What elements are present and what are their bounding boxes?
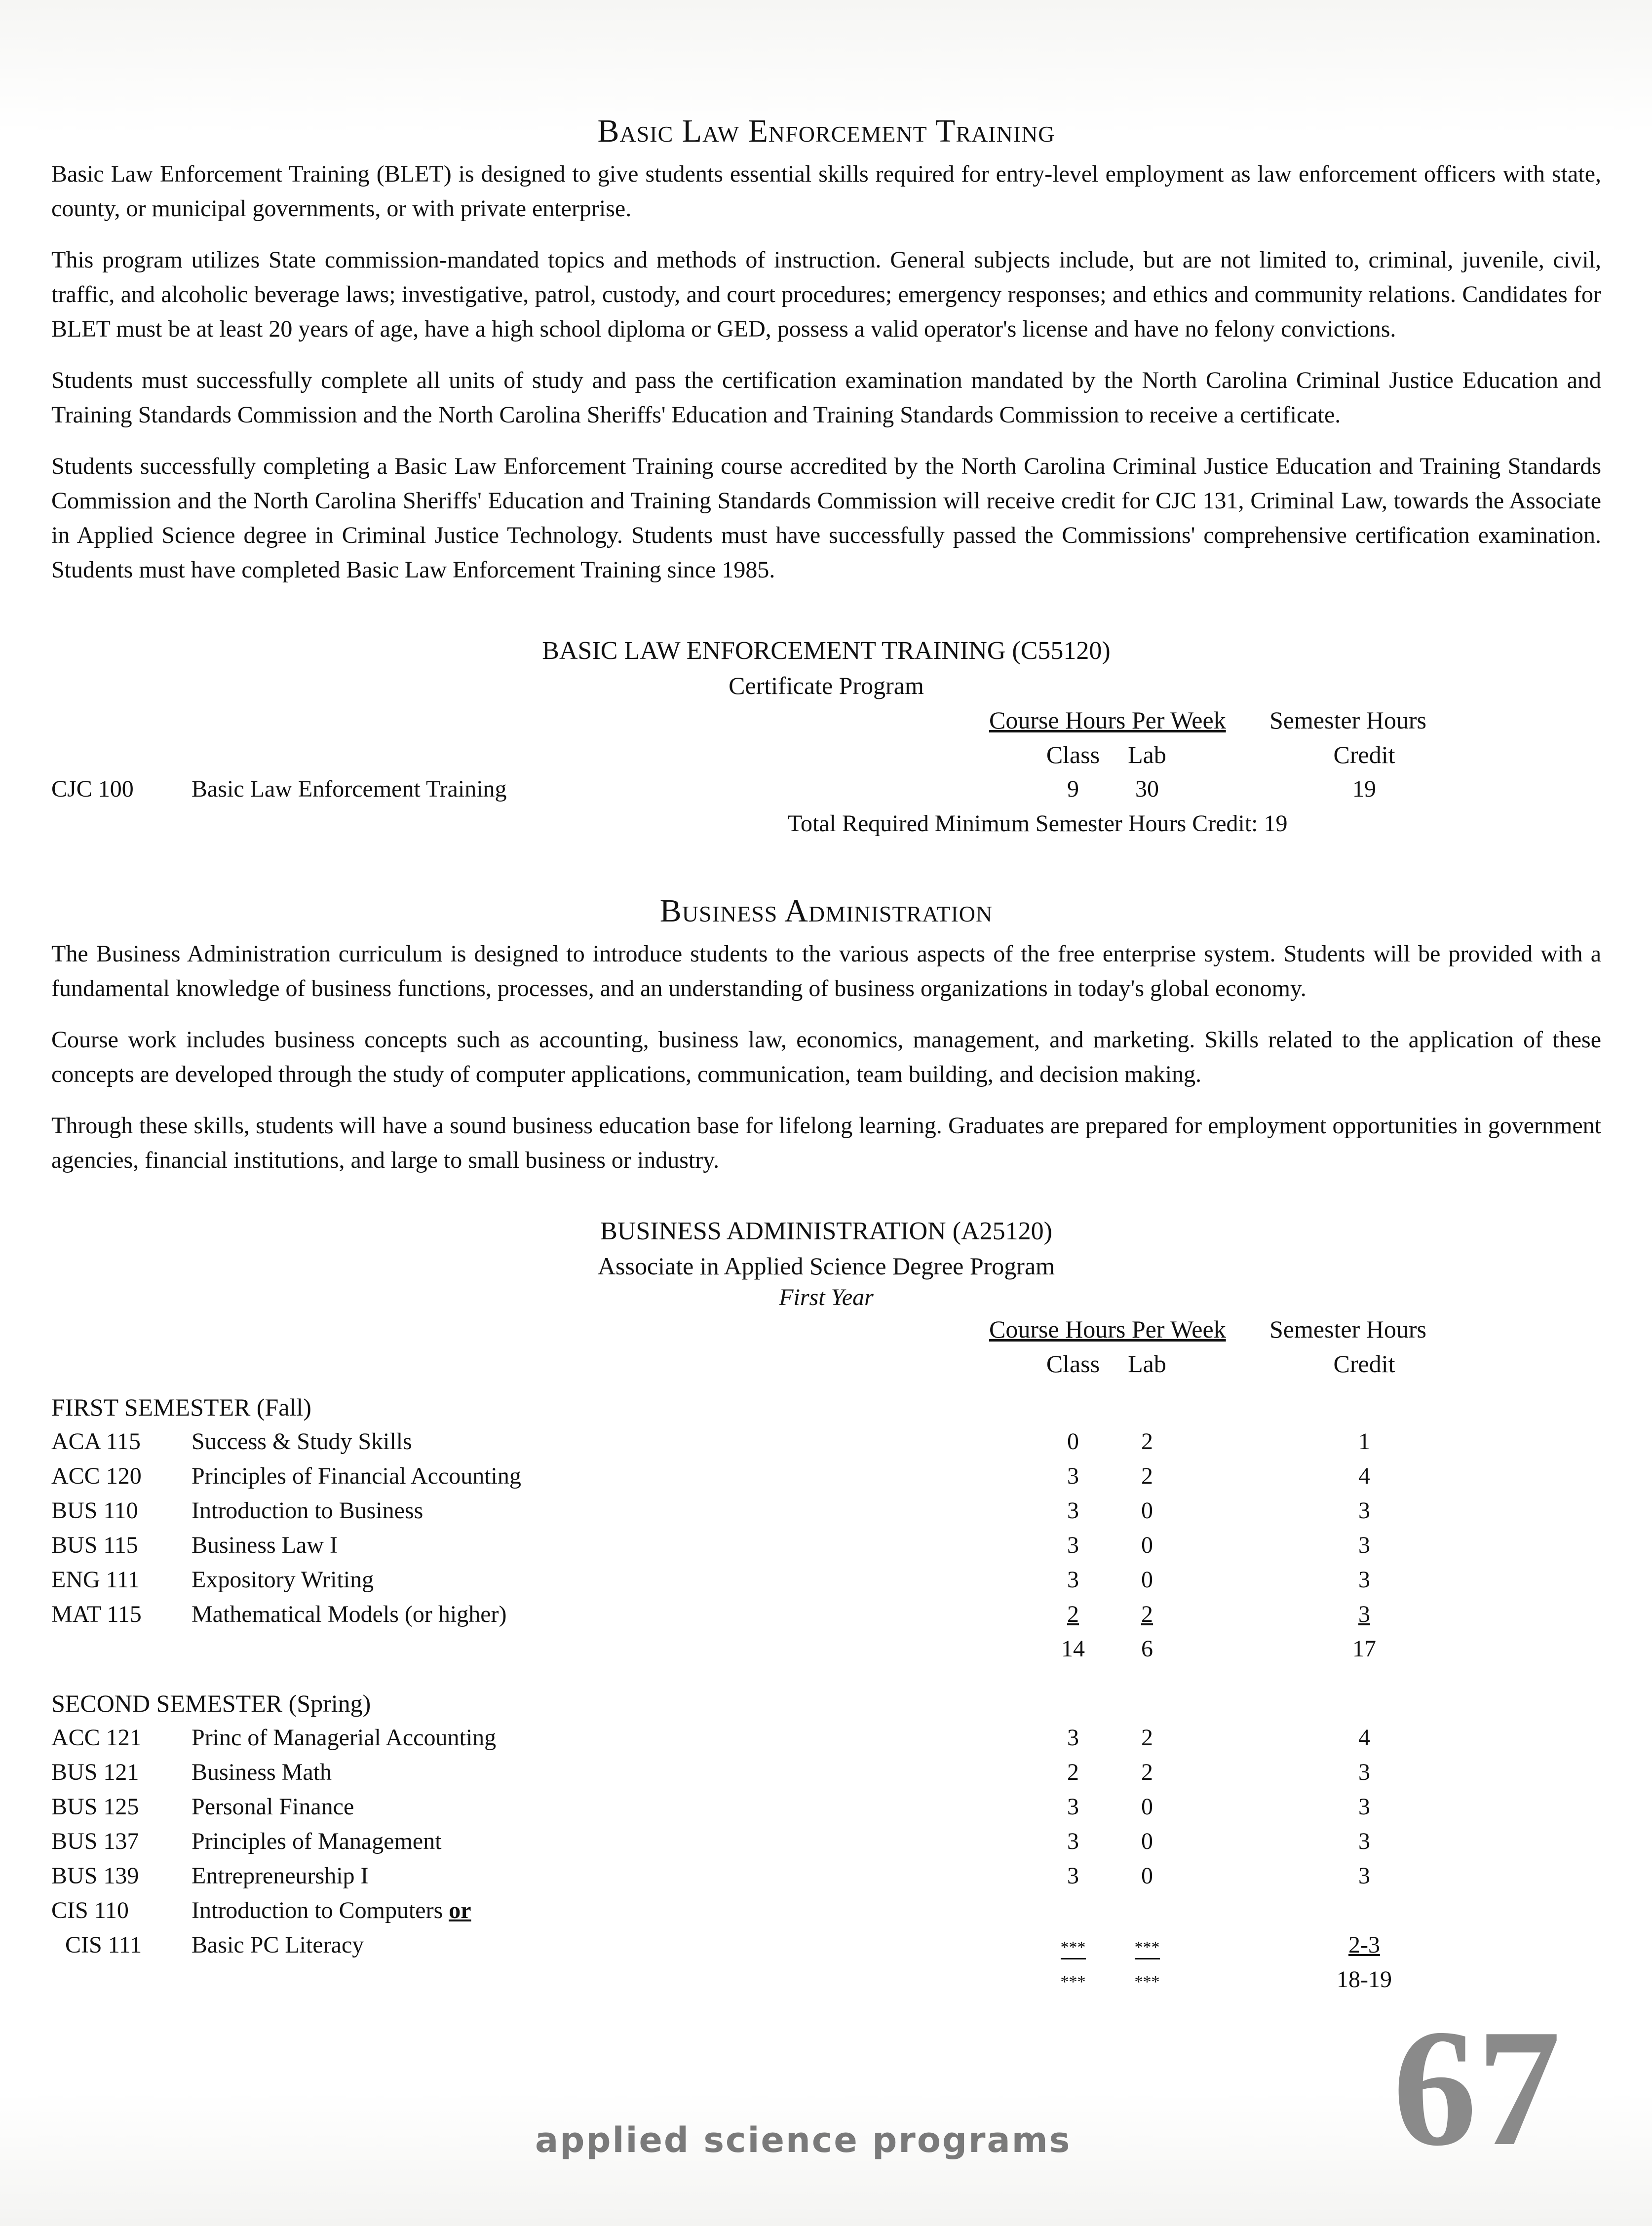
course-row (51, 1424, 1601, 1459)
total-class-hours (1053, 1962, 1093, 1997)
second-semester-heading: SECOND SEMESTER (Spring) (51, 1689, 371, 1717)
course-code: MAT 115 (51, 1601, 142, 1627)
course-lab-hours: 0 (1141, 1532, 1153, 1558)
course-lab-hours: 30 (1135, 776, 1159, 802)
lab-stars: *** (1135, 1939, 1160, 1959)
course-credit-hours: 3 (1358, 1828, 1370, 1854)
course-credit-hours: 3 (1358, 1497, 1370, 1524)
course-lab-hours: 0 (1141, 1567, 1153, 1593)
course-credit-hours: 3 (1358, 1532, 1370, 1558)
header-class: Class (1046, 1350, 1100, 1378)
course-lab-hours: 0 (1141, 1497, 1153, 1524)
footer-section-label: applied science programs (535, 2120, 1072, 2160)
course-row (51, 1790, 1601, 1824)
program-subtitle-blet: Certificate Program (729, 672, 924, 699)
course-credit-hours: 4 (1358, 1463, 1370, 1489)
busadmin-hours-header (51, 1312, 1601, 1346)
course-title: Basic Law Enforcement Training (192, 776, 507, 802)
course-lab-hours: 2 (1141, 1725, 1153, 1751)
busadmin-paragraph-3: Through these skills, students will have a sound business education base for lifelong learning. Graduates are prepared for employment opportunities in government agencies, financial institutions, and large to small business or industry. (51, 1113, 1601, 1173)
course-code: BUS 110 (51, 1497, 138, 1524)
course-code: ENG 111 (51, 1567, 140, 1593)
course-code: CIS 111 (65, 1932, 142, 1958)
course-row (51, 1597, 1601, 1632)
course-title: Business Math (192, 1759, 332, 1785)
header-credit: Credit (1333, 741, 1395, 768)
header-semester-hours: Semester Hours (1269, 706, 1426, 734)
course-title: Princ of Managerial Accounting (192, 1725, 497, 1751)
course-title: Expository Writing (192, 1567, 374, 1593)
course-code: BUS 121 (51, 1759, 139, 1785)
header-class: Class (1046, 741, 1100, 768)
course-lab-hours: 0 (1141, 1794, 1153, 1820)
semester-totals-row (51, 1962, 1601, 1997)
course-credit-hours: 2-3 (1348, 1932, 1380, 1958)
header-course-hours: Course Hours Per Week (989, 706, 1226, 734)
total-credit-hours: 17 (1352, 1636, 1376, 1662)
course-row (51, 1563, 1601, 1597)
course-code: ACC 120 (51, 1463, 142, 1489)
program-subtitle-busadmin: Associate in Applied Science Degree Program (597, 1252, 1055, 1280)
course-lab-hours: 0 (1141, 1863, 1153, 1889)
course-credit-hours: 3 (1358, 1794, 1370, 1820)
course-class-hours: 3 (1067, 1567, 1079, 1593)
course-class-hours: 3 (1067, 1863, 1079, 1889)
page-number: 67 (1393, 1995, 1561, 2181)
course-title: Personal Finance (192, 1794, 354, 1820)
class-stars: *** (1061, 1939, 1086, 1959)
course-lab-hours: 2 (1141, 1463, 1153, 1489)
program-title-busadmin: BUSINESS ADMINISTRATION (A25120) (600, 1217, 1052, 1245)
busadmin-paragraph-1: The Business Administration curriculum is designed to introduce students to the various aspects of the free enterprise system. Students will be provided with a fundamental knowledge of business functions, processes, and an understanding of business organizations in today's global economy. (51, 941, 1601, 1001)
course-title: Entrepreneurship I (192, 1863, 369, 1889)
course-class-hours: 3 (1067, 1828, 1079, 1854)
course-credit-hours: 19 (1352, 776, 1376, 802)
course-row (51, 1824, 1601, 1859)
course-class-hours: 3 (1067, 1497, 1079, 1524)
course-lab-hours (1127, 1928, 1167, 1962)
course-lab-hours: 2 (1141, 1759, 1153, 1785)
blet-hours-header (51, 703, 1601, 737)
course-class-hours (1053, 1928, 1093, 1962)
course-title (192, 1893, 471, 1928)
page-content (51, 113, 1601, 1997)
course-code: CJC 100 (51, 776, 134, 802)
course-class-hours: 2 (1067, 1601, 1079, 1627)
total-lab-stars: *** (1134, 1973, 1160, 1991)
total-class-hours: 14 (1061, 1636, 1085, 1662)
total-lab-hours (1127, 1962, 1167, 1997)
busadmin-column-header (51, 1346, 1601, 1381)
course-code: ACA 115 (51, 1428, 141, 1455)
blet-paragraph-1: Basic Law Enforcement Training (BLET) is designed to give students essential skills required for entry-level employment as law enforcement officers with state, county, or municipal governments, or with private enterprise. (51, 161, 1601, 222)
course-credit-hours: 4 (1358, 1725, 1370, 1751)
total-lab-hours: 6 (1141, 1636, 1153, 1662)
blet-total-text: Total Required Minimum Semester Hours Credit: 19 (788, 810, 1288, 837)
course-title: Mathematical Models (or higher) (192, 1601, 507, 1627)
program-title-blet: BASIC LAW ENFORCEMENT TRAINING (C55120) (542, 637, 1111, 665)
or-connector: or (449, 1897, 471, 1923)
section-heading-business-administration: Business Administration (659, 893, 993, 929)
course-class-hours: 3 (1067, 1463, 1079, 1489)
course-title: Basic PC Literacy (192, 1932, 364, 1958)
course-credit-hours: 3 (1358, 1863, 1370, 1889)
course-code: BUS 125 (51, 1794, 139, 1820)
course-title: Business Law I (192, 1532, 338, 1558)
course-title: Introduction to Business (192, 1497, 423, 1524)
blet-total-line (51, 806, 1601, 841)
course-credit-hours: 1 (1358, 1428, 1370, 1455)
course-title: Principles of Management (192, 1828, 442, 1854)
course-title: Principles of Financial Accounting (192, 1463, 521, 1489)
total-class-stars: *** (1060, 1973, 1086, 1991)
course-class-hours: 3 (1067, 1794, 1079, 1820)
header-lab: Lab (1128, 741, 1166, 768)
course-row (51, 1721, 1601, 1755)
header-lab: Lab (1128, 1350, 1166, 1378)
course-credit-hours: 3 (1358, 1759, 1370, 1785)
course-row (51, 1459, 1601, 1494)
course-code: CIS 110 (51, 1897, 129, 1923)
course-code: BUS 115 (51, 1532, 138, 1558)
course-class-hours: 3 (1067, 1725, 1079, 1751)
blet-paragraph-3: Students must successfully complete all units of study and pass the certification examination mandated by the North Carolina Criminal Justice Education and Training Standards Commission and the North Carolina Sheriffs' Education and Training Standards Commission to receive a certificate. (51, 367, 1601, 428)
course-class-hours: 0 (1067, 1428, 1079, 1455)
course-row (51, 1893, 1601, 1928)
course-code: BUS 137 (51, 1828, 139, 1854)
first-semester-heading: FIRST SEMESTER (Fall) (51, 1393, 311, 1421)
course-credit-hours: 3 (1358, 1567, 1370, 1593)
total-credit-hours: 18-19 (1337, 1966, 1392, 1993)
header-semester-hours: Semester Hours (1269, 1315, 1426, 1343)
course-title: Success & Study Skills (192, 1428, 412, 1455)
program-year: First Year (779, 1284, 874, 1310)
course-class-hours: 2 (1067, 1759, 1079, 1785)
semester-totals-row (51, 1632, 1601, 1666)
course-lab-hours: 0 (1141, 1828, 1153, 1854)
course-code: BUS 139 (51, 1863, 139, 1889)
course-row (51, 1528, 1601, 1563)
course-row (51, 1494, 1601, 1528)
course-row (51, 1928, 1601, 1962)
course-row (51, 1755, 1601, 1790)
course-row (51, 1859, 1601, 1893)
course-title-text: Introduction to Computers (192, 1897, 443, 1923)
course-row (51, 772, 1601, 806)
section-heading-blet: Basic Law Enforcement Training (597, 113, 1055, 149)
course-credit-hours: 3 (1358, 1601, 1370, 1627)
course-lab-hours: 2 (1141, 1428, 1153, 1455)
blet-column-header (51, 737, 1601, 772)
course-lab-hours: 2 (1141, 1601, 1153, 1627)
header-credit: Credit (1333, 1350, 1395, 1378)
blet-paragraph-4: Students successfully completing a Basic Law Enforcement Training course accredited by the North Carolina Criminal Justice Education and Training Standards Commission and the North Carolina Sheriffs' Education and Training Standards Commission will receive credit for CJC 131, Criminal Law, towards the Associate in Applied Science degree in Criminal Justice Technology. Students must have successfully passed the Commissions' comprehensive certification examination. Students must have completed Basic Law Enforcement Training since 1985. (51, 453, 1601, 583)
blet-paragraph-2: This program utilizes State commission-mandated topics and methods of instruction. General subjects include, but are not limited to, criminal, juvenile, civil, traffic, and alcoholic beverage laws; investigative, patrol, custody, and court procedures; emergency responses; and ethics and community relations. Candidates for BLET must be at least 20 years of age, have a high school diploma or GED, possess a valid operator's license and have no felony convictions. (51, 247, 1601, 342)
header-course-hours: Course Hours Per Week (989, 1315, 1226, 1343)
busadmin-paragraph-2: Course work includes business concepts such as accounting, business law, economics, management, and marketing. Skills related to the application of these concepts are developed through the study of computer applications, communication, team building, and decision making. (51, 1027, 1601, 1087)
course-code: ACC 121 (51, 1725, 142, 1751)
course-class-hours: 9 (1067, 776, 1079, 802)
course-class-hours: 3 (1067, 1532, 1079, 1558)
